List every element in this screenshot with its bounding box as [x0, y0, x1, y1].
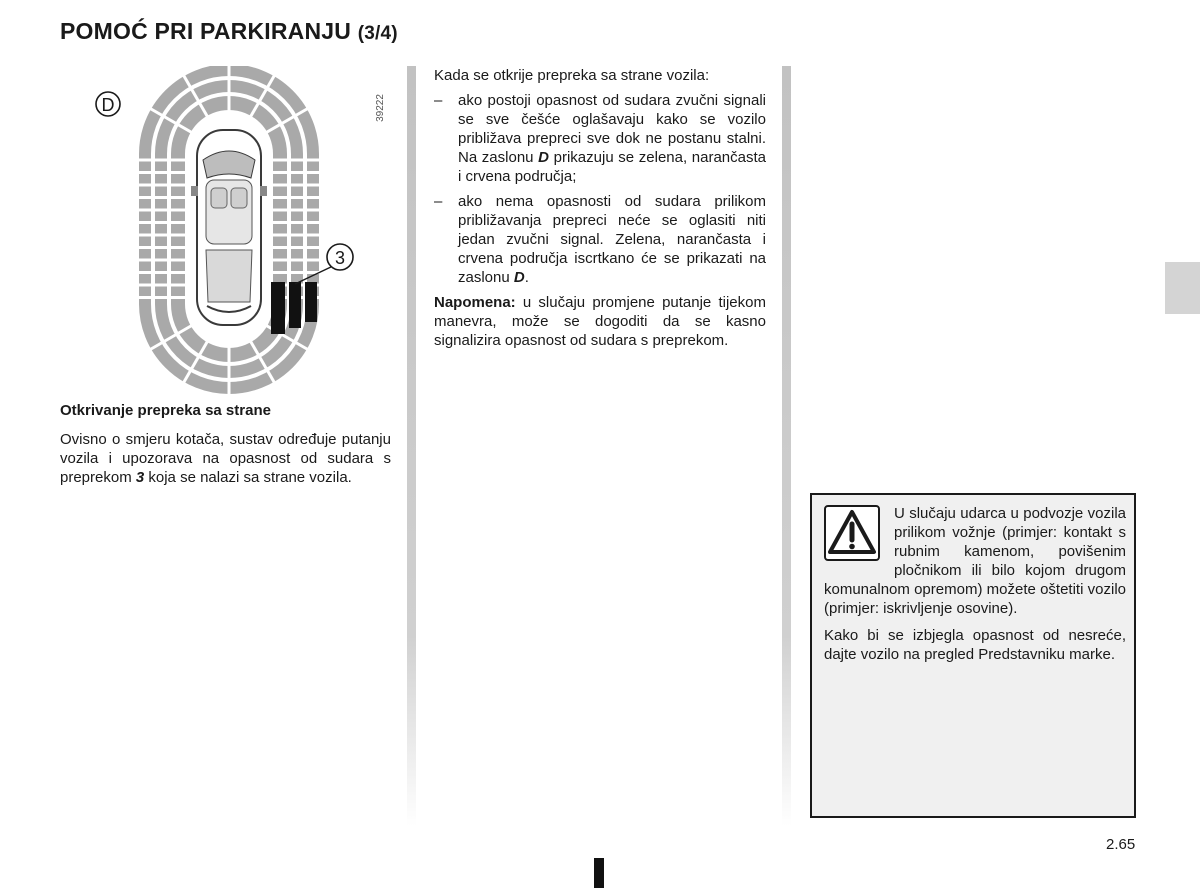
callout-3-marker: [295, 244, 353, 284]
section-heading: Otkrivanje prepreka sa strane: [60, 402, 271, 419]
list-item-text-end: prikazuju se zelena, narančasta i crvena područja;: [458, 149, 766, 185]
ref-d: D: [513, 269, 525, 286]
screen-d-marker: [96, 92, 120, 116]
column-divider-left: [407, 66, 416, 826]
active-zone-segment: [289, 282, 301, 328]
ref-d: D: [538, 149, 549, 166]
middle-column: [434, 66, 766, 356]
left-paragraph: [60, 430, 391, 487]
left-paragraph-text-end: koja se nalazi sa strane vozila.: [144, 469, 352, 486]
page-number: 2.65: [1106, 836, 1136, 853]
note-label: Napomena:: [434, 294, 516, 311]
list-item: [434, 91, 766, 186]
warning-paragraph-2: Kako bi se izbjegla opasnost od nesreće, dajte vozilo na pregled Predstavniku marke.: [824, 627, 1126, 663]
callout-3-label: 3: [334, 248, 346, 268]
bottom-mark: [594, 858, 604, 888]
screen-d-label: D: [101, 95, 115, 115]
vehicle-top-view: [191, 130, 267, 325]
warning-text: [824, 504, 1126, 672]
title-text: POMOĆ PRI PARKIRANJU: [60, 18, 352, 44]
column-divider-right: [782, 66, 791, 826]
icon-spacer: [824, 504, 894, 578]
warning-paragraph-1: U slučaju udarca u podvozje vozila prilikom vožnje (primjer: kontakt s rubnim kamenom, povišenim pločnikom ili bilo kojom drugom komunalnom opremom) možete oštetiti vozilo (primjer: iskrivljenje osovine).: [824, 505, 1126, 617]
note-paragraph: [434, 293, 766, 350]
ref-3: 3: [135, 469, 145, 486]
active-zone-segment: [271, 282, 285, 334]
list-item-text: ako nema opasnosti od sudara prilikom približavanja prepreci neće se oglasiti niti jedan zvučni signal. Zelena, narančasta i crvena područja iscrtkano će se prikazati na zaslonu: [458, 193, 766, 286]
title-suffix: (3/4): [357, 23, 398, 44]
list-item-text: ako postoji opasnost od sudara zvučni signali se sve češće oglašavaju kako se vozilo približava prepreci sve dok ne postanu stalni. Na zaslonu: [458, 92, 766, 166]
list-dash: –: [434, 92, 443, 109]
active-zone-segment: [305, 282, 317, 322]
chapter-tab: [1165, 262, 1200, 314]
warning-box: [810, 493, 1136, 818]
left-paragraph-text: Ovisno o smjeru kotača, sustav određuje putanju vozila i upozorava na opasnost od sudara s preprekom: [60, 431, 391, 486]
list-dash: –: [434, 193, 443, 210]
intro-text: Kada se otkrije prepreka sa strane vozila:: [434, 67, 710, 84]
note-text: u slučaju promjene putanje tijekom manevra, može se dogoditi da se kasno signalizira opasnost od sudara s preprekom.: [434, 294, 766, 349]
figure-reference-code: 39222: [375, 94, 386, 122]
page-title: [60, 18, 398, 45]
parking-sensor-diagram: [85, 66, 395, 396]
list-item: [434, 192, 766, 287]
list-item-text-end: .: [524, 269, 529, 286]
